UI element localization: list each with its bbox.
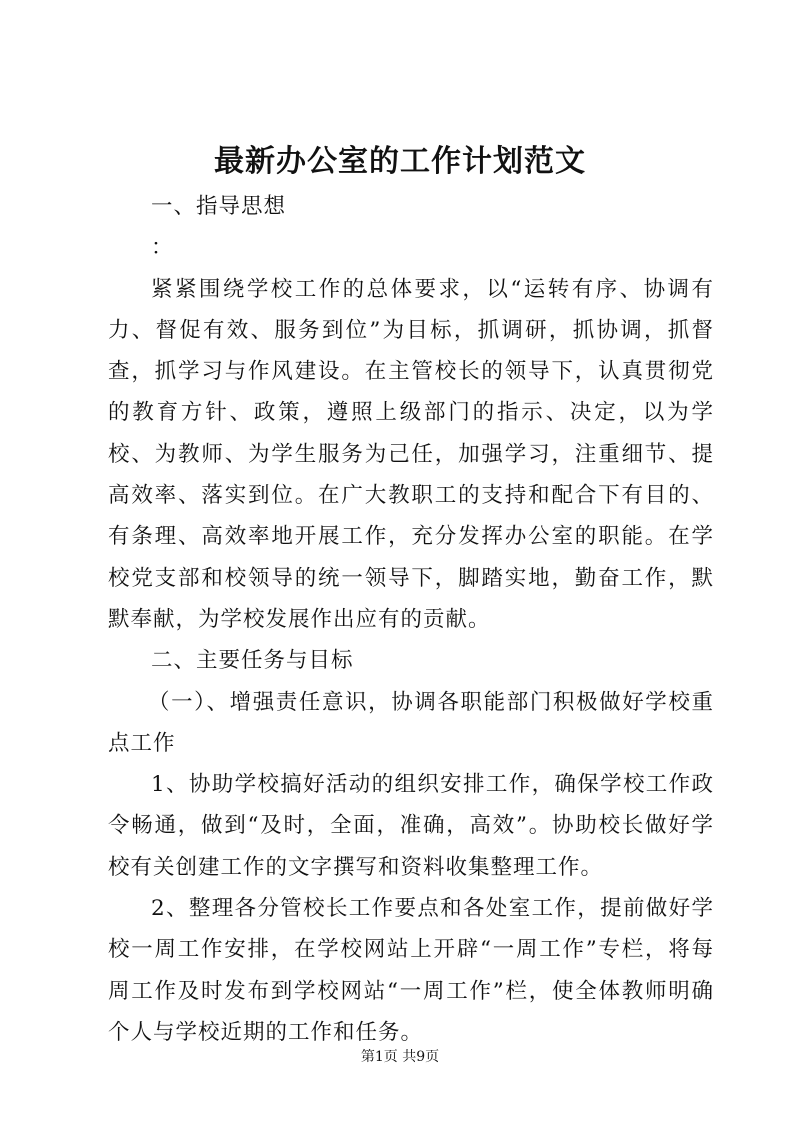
document-body (108, 186, 714, 1053)
colon-line: ： (151, 235, 174, 261)
section-heading-guiding-ideology: 一、指导思想 (151, 194, 287, 219)
subsection-heading-responsibility: （一）、增强责任意识，协调各职能部门积极做好学校重点工作 (108, 689, 714, 756)
paragraph-item-1: 1、协助学校搞好活动的组织安排工作，确保学校工作政令畅通，做到“及时，全面，准确，高效”。协助校长做好学校有关创建工作的文字撰写和资料收集整理工作。 (108, 772, 714, 880)
page-footer: 第1页 共9页 (360, 1049, 440, 1065)
section-heading-main-tasks: 二、主要任务与目标 (151, 648, 354, 674)
paragraph-item-2: 2、整理各分管校长工作要点和各处室工作，提前做好学校一周工作安排，在学校网站上开辟“一周工作”专栏，将每周工作及时发布到学校网站“一周工作”栏，使全体教师明确个人与学校近期的工作和任务。 (108, 896, 714, 1045)
document-title: 最新办公室的工作计划范文 (214, 144, 586, 179)
paragraph-overview: 紧紧围绕学校工作的总体要求，以“运转有序、协调有力、督促有效、服务到位”为目标，抓调研，抓协调，抓督查，抓学习与作风建设。在主管校长的领导下，认真贯彻党的教育方针、政策，遵照上级部门的指示、决定，以为学校、为教师、为学生服务为己任，加强学习，注重细节、提高效率、落实到位。在广大教职工的支持和配合下有目的、有条理、高效率地开展工作，充分发挥办公室的职能。在学校党支部和校领导的统一领导下，脚踏实地，勤奋工作，默默奉献，为学校发展作出应有的贡献。 (108, 276, 714, 632)
